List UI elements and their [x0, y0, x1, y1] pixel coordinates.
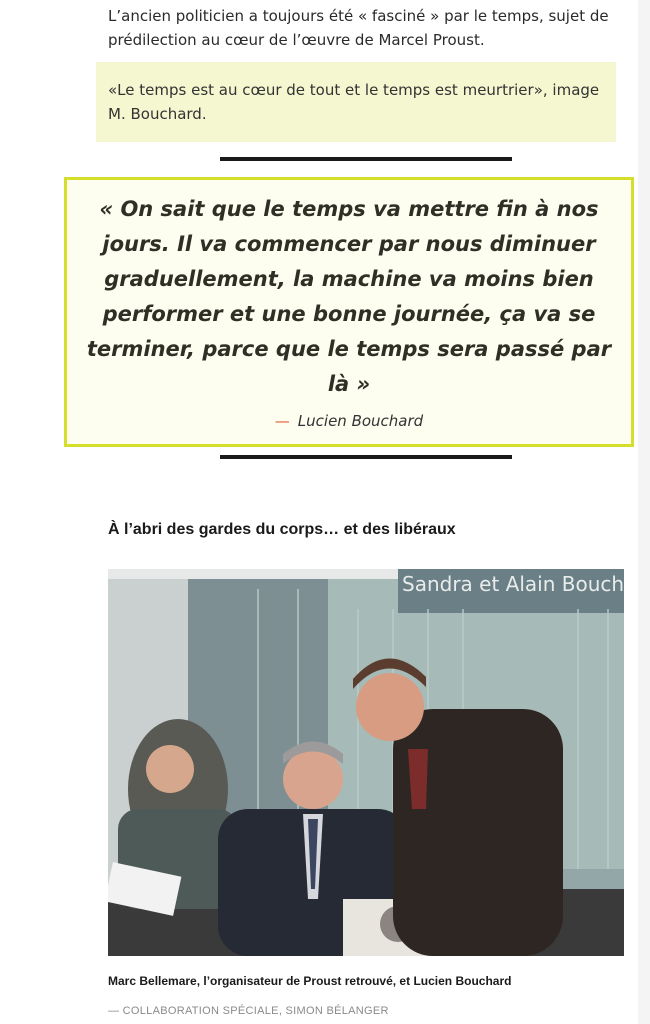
article-photo[interactable]	[108, 569, 624, 956]
photo-caption: Marc Bellemare, l’organisateur de Proust retrouvé, et Lucien Bouchard	[108, 974, 512, 988]
photo-illustration	[108, 569, 624, 956]
pull-quote-attribution	[67, 412, 631, 430]
intro-paragraph: L’ancien politicien a toujours été « fasciné » par le temps, sujet de prédilection au cœur de l’œuvre de Marcel Proust.	[108, 7, 609, 49]
pull-quote-author: Lucien Bouchard	[297, 412, 424, 430]
photo-sign-text: Sandra et Alain Bouch	[402, 572, 624, 596]
pull-quote	[64, 177, 634, 447]
image-caption-text: «Le temps est au cœur de tout et le temps est meurtrier», image M. Bouchard.	[108, 81, 600, 123]
attribution-dash: —	[274, 412, 290, 430]
page-edge	[638, 0, 650, 1024]
photo-credit: — COLLABORATION SPÉCIALE, SIMON BÉLANGER	[108, 1005, 389, 1017]
section-heading: À l’abri des gardes du corps… et des libéraux	[108, 521, 456, 538]
quote-divider-top	[220, 157, 512, 161]
image-caption-box	[96, 62, 616, 142]
pull-quote-text: « On sait que le temps va mettre fin à nos jours. Il va commencer par nous diminuer graduellement, la machine va moins bien performer et une bonne journée, ça va se terminer, parce que le temps sera passé par là »	[86, 197, 612, 396]
quote-divider-bottom	[220, 455, 512, 459]
